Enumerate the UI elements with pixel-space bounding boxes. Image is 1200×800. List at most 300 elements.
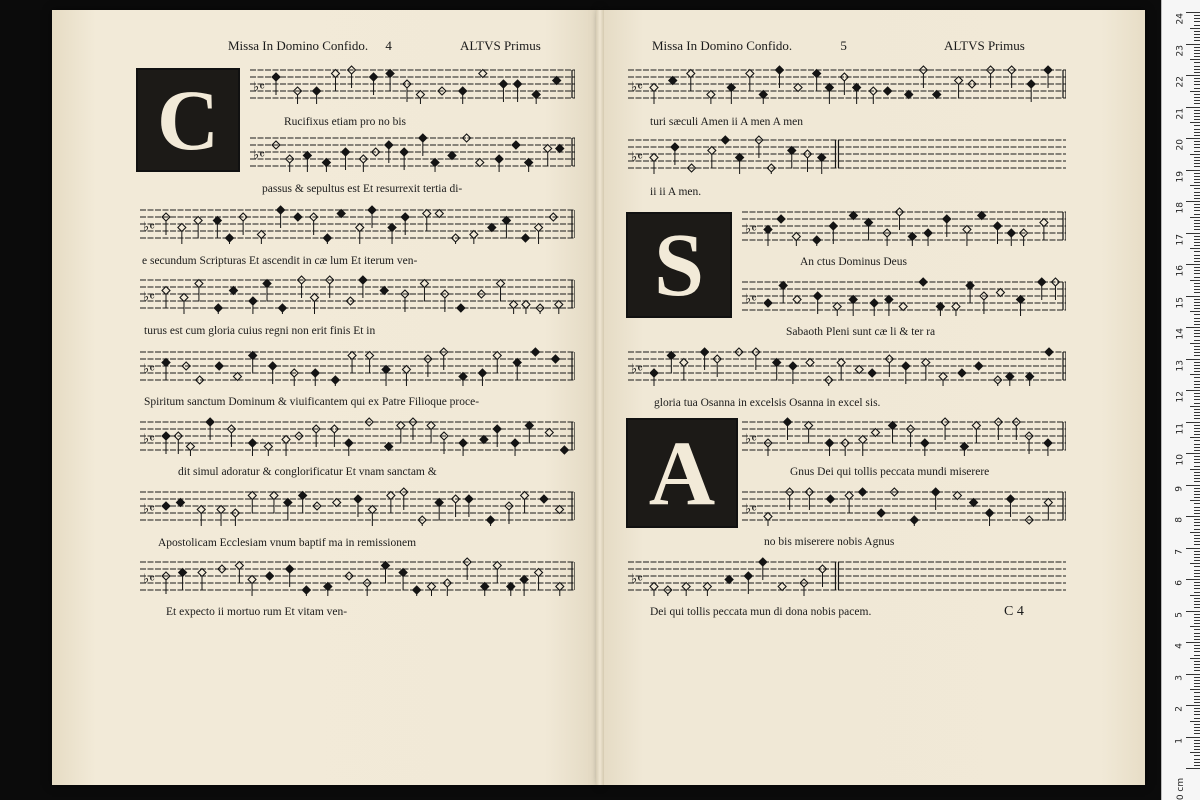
ruler-tick	[1194, 551, 1200, 552]
ruler-tick	[1194, 740, 1200, 741]
ruler-number: 6	[1175, 580, 1185, 586]
ruler-tick	[1194, 251, 1200, 252]
ruler-tick	[1194, 299, 1200, 300]
ruler-tick	[1194, 242, 1200, 243]
ruler-tick	[1186, 516, 1200, 517]
ruler-tick	[1194, 762, 1200, 763]
svg-text:♭𝄴: ♭𝄴	[143, 290, 155, 305]
ruler-number: 23	[1175, 44, 1185, 56]
left-header	[228, 38, 392, 54]
ruler-tick	[1194, 560, 1200, 561]
ruler-tick	[1194, 503, 1200, 504]
ruler-tick	[1194, 88, 1200, 89]
ruler-tick	[1194, 362, 1200, 363]
left-lyric-7: Apostolicam Ecclesiam vnum baptif ma in remissionem	[158, 537, 417, 549]
right-page-number: 5	[840, 38, 847, 53]
ruler-tick	[1194, 620, 1200, 621]
ruler-tick	[1194, 292, 1200, 293]
left-staff-7	[140, 486, 575, 528]
ruler-tick	[1194, 40, 1200, 41]
ruler-tick	[1186, 453, 1200, 454]
ruler-tick	[1194, 25, 1200, 26]
left-staff-3	[140, 204, 575, 246]
ruler-tick	[1194, 151, 1200, 152]
ruler-tick	[1194, 355, 1200, 356]
ruler-tick	[1194, 78, 1200, 79]
ruler-tick	[1186, 642, 1200, 643]
ruler-tick	[1194, 418, 1200, 419]
ruler-tick	[1194, 340, 1200, 341]
ruler-tick	[1194, 50, 1200, 51]
ruler-tick	[1194, 37, 1200, 38]
ruler-tick	[1194, 387, 1200, 388]
right-header	[652, 38, 847, 54]
ruler-tick	[1194, 730, 1200, 731]
ruler-tick	[1194, 15, 1200, 16]
ruler-tick	[1186, 138, 1200, 139]
ruler-number: 8	[1175, 517, 1185, 523]
ruler-tick	[1186, 422, 1200, 423]
ruler-tick	[1194, 724, 1200, 725]
ruler-tick	[1186, 296, 1200, 297]
ruler-tick	[1194, 349, 1200, 350]
ruler-tick	[1194, 273, 1200, 274]
ruler-tick	[1194, 132, 1200, 133]
ruler-tick	[1194, 166, 1200, 167]
ruler-tick	[1194, 623, 1200, 624]
ruler-tick	[1190, 122, 1200, 123]
ruler-tick	[1194, 677, 1200, 678]
ruler-tick	[1194, 321, 1200, 322]
ruler-tick	[1186, 674, 1200, 675]
initial-a-letter: A	[648, 422, 716, 524]
ruler-tick	[1194, 302, 1200, 303]
ruler-tick	[1194, 84, 1200, 85]
svg-text:♭𝄴: ♭𝄴	[253, 148, 265, 163]
ruler-tick	[1194, 352, 1200, 353]
ruler-tick	[1194, 21, 1200, 22]
ruler-tick	[1194, 670, 1200, 671]
ruler-tick	[1194, 592, 1200, 593]
ruler-tick	[1194, 686, 1200, 687]
right-part-name: ALTVS Primus	[944, 38, 1025, 53]
svg-text:♭𝄴: ♭𝄴	[143, 220, 155, 235]
ruler-number: 13	[1175, 359, 1185, 371]
ruler-tick	[1194, 204, 1200, 205]
ruler-tick	[1194, 428, 1200, 429]
ruler-tick	[1194, 604, 1200, 605]
ruler-tick	[1194, 447, 1200, 448]
svg-text:♭𝄴: ♭𝄴	[745, 502, 757, 517]
ruler-number: 3	[1175, 674, 1185, 681]
measurement-ruler	[1161, 0, 1200, 800]
ruler-tick	[1194, 176, 1200, 177]
right-lyric-3: An ctus Dominus Deus	[800, 256, 908, 268]
ruler-tick	[1194, 324, 1200, 325]
ruler-tick	[1194, 147, 1200, 148]
svg-text:♭𝄴: ♭𝄴	[631, 150, 643, 165]
ruler-tick	[1194, 399, 1200, 400]
ruler-tick	[1190, 752, 1200, 753]
ruler-tick	[1194, 365, 1200, 366]
ruler-tick	[1194, 475, 1200, 476]
ruler-tick	[1190, 28, 1200, 29]
ruler-tick	[1194, 195, 1200, 196]
ruler-tick	[1194, 330, 1200, 331]
ruler-tick	[1194, 270, 1200, 271]
ruler-tick	[1194, 47, 1200, 48]
ruler-tick	[1194, 415, 1200, 416]
ruler-tick	[1194, 223, 1200, 224]
ruler-tick	[1194, 113, 1200, 114]
ruler-tick	[1186, 485, 1200, 486]
left-staff-4	[140, 274, 575, 316]
ruler-tick	[1186, 768, 1200, 769]
ruler-tick	[1194, 409, 1200, 410]
ruler-tick	[1194, 381, 1200, 382]
right-staff-7	[742, 486, 1066, 528]
ruler-tick	[1194, 746, 1200, 747]
left-lyric-4: turus est cum gloria cuius regni non erit finis Et in	[144, 325, 376, 337]
ruler-tick	[1194, 53, 1200, 54]
right-staff-8	[628, 556, 1066, 598]
ruler-tick	[1190, 91, 1200, 92]
ruler-tick	[1190, 689, 1200, 690]
ruler-tick	[1190, 280, 1200, 281]
ruler-tick	[1194, 513, 1200, 514]
ruler-tick	[1194, 377, 1200, 378]
ruler-tick	[1194, 412, 1200, 413]
ruler-tick	[1194, 72, 1200, 73]
ruler-tick	[1194, 538, 1200, 539]
ruler-tick	[1190, 437, 1200, 438]
ruler-tick	[1186, 705, 1200, 706]
ruler-tick	[1194, 62, 1200, 63]
ruler-tick	[1194, 519, 1200, 520]
ruler-tick	[1194, 755, 1200, 756]
ruler-tick	[1194, 318, 1200, 319]
ruler-tick	[1194, 714, 1200, 715]
ruler-tick	[1194, 66, 1200, 67]
ruler-tick	[1194, 472, 1200, 473]
ruler-tick	[1186, 12, 1200, 13]
left-staff-2	[250, 132, 575, 174]
ruler-tick	[1194, 667, 1200, 668]
ruler-tick	[1194, 119, 1200, 120]
ruler-tick	[1194, 56, 1200, 57]
ruler-tick	[1186, 579, 1200, 580]
ruler-tick	[1194, 69, 1200, 70]
right-staff-5	[628, 346, 1066, 388]
right-lyric-2: ii ii A men.	[650, 186, 702, 198]
ruler-tick	[1194, 34, 1200, 35]
ruler-tick	[1194, 18, 1200, 19]
ruler-tick	[1186, 107, 1200, 108]
svg-text:♭𝄴: ♭𝄴	[253, 80, 265, 95]
ruler-number: 17	[1175, 233, 1185, 245]
ruler-tick	[1194, 588, 1200, 589]
ruler-number: 9	[1175, 485, 1185, 492]
ruler-tick	[1194, 459, 1200, 460]
ruler-tick	[1194, 570, 1200, 571]
ruler-tick	[1194, 702, 1200, 703]
ruler-tick	[1190, 626, 1200, 627]
ruler-number: 1	[1175, 737, 1185, 744]
ruler-tick	[1194, 129, 1200, 130]
ruler-tick	[1186, 75, 1200, 76]
ruler-tick	[1190, 154, 1200, 155]
ruler-tick	[1194, 450, 1200, 451]
ruler-tick	[1194, 207, 1200, 208]
ruler-tick	[1194, 481, 1200, 482]
ruler-tick	[1194, 198, 1200, 199]
ruler-tick	[1194, 510, 1200, 511]
ruler-tick	[1194, 431, 1200, 432]
svg-text:♭𝄴: ♭𝄴	[745, 432, 757, 447]
ruler-tick	[1194, 651, 1200, 652]
ruler-tick	[1194, 314, 1200, 315]
ruler-tick	[1194, 759, 1200, 760]
ruler-tick	[1194, 711, 1200, 712]
ruler-number: 10	[1175, 454, 1185, 466]
ruler-tick	[1194, 576, 1200, 577]
ruler-tick	[1194, 456, 1200, 457]
ruler-tick	[1194, 664, 1200, 665]
ruler-tick	[1194, 396, 1200, 397]
ruler-tick	[1194, 305, 1200, 306]
ruler-tick	[1186, 737, 1200, 738]
ruler-tick	[1194, 522, 1200, 523]
ruler-tick	[1194, 645, 1200, 646]
left-staff-6	[140, 416, 575, 458]
ruler-tick	[1194, 743, 1200, 744]
ruler-tick	[1194, 629, 1200, 630]
ruler-tick	[1194, 491, 1200, 492]
ruler-tick	[1194, 718, 1200, 719]
ruler-tick	[1194, 699, 1200, 700]
svg-text:♭𝄴: ♭𝄴	[631, 572, 643, 587]
right-staff-2	[628, 134, 1066, 176]
ruler-tick	[1194, 478, 1200, 479]
left-lyric-2: passus & sepultus est Et resurrexit tertia di-	[262, 183, 463, 195]
ruler-tick	[1194, 749, 1200, 750]
ruler-tick	[1194, 727, 1200, 728]
ruler-tick	[1194, 393, 1200, 394]
ruler-tick	[1194, 655, 1200, 656]
ruler-number: 7	[1175, 548, 1185, 555]
ruler-tick	[1190, 658, 1200, 659]
ruler-tick	[1194, 245, 1200, 246]
ruler-tick	[1194, 116, 1200, 117]
ruler-tick	[1190, 59, 1200, 60]
ruler-tick	[1194, 440, 1200, 441]
ruler-tick	[1190, 721, 1200, 722]
ruler-tick	[1190, 374, 1200, 375]
ruler-tick	[1190, 563, 1200, 564]
right-staff-6	[742, 416, 1066, 458]
ruler-tick	[1194, 444, 1200, 445]
ruler-tick	[1194, 97, 1200, 98]
ruler-tick	[1194, 607, 1200, 608]
ruler-tick	[1194, 333, 1200, 334]
ruler-number: 20	[1175, 139, 1185, 151]
ruler-tick	[1186, 390, 1200, 391]
ruler-tick	[1194, 507, 1200, 508]
svg-text:♭𝄴: ♭𝄴	[143, 502, 155, 517]
left-lyric-1: Rucifixus etiam pro no bis	[284, 116, 407, 128]
ruler-tick	[1194, 525, 1200, 526]
ruler-number: 15	[1175, 296, 1185, 308]
ruler-number: 19	[1175, 170, 1185, 182]
ruler-tick	[1194, 157, 1200, 158]
initial-s-letter: S	[653, 215, 705, 315]
ruler-number: 21	[1175, 107, 1185, 119]
ruler-tick	[1194, 680, 1200, 681]
ruler-tick	[1194, 403, 1200, 404]
ruler-tick	[1194, 236, 1200, 237]
ruler-tick	[1194, 557, 1200, 558]
right-lyric-7: no bis miserere nobis Agnus	[764, 536, 895, 548]
ruler-tick	[1194, 614, 1200, 615]
ruler-tick	[1194, 582, 1200, 583]
ruler-tick	[1194, 214, 1200, 215]
ruler-tick	[1194, 368, 1200, 369]
right-lyric-4: Sabaoth Pleni sunt cæ li & ter ra	[786, 326, 936, 338]
ruler-tick	[1194, 182, 1200, 183]
ruler-tick	[1194, 425, 1200, 426]
ruler-tick	[1186, 170, 1200, 171]
ruler-tick	[1194, 144, 1200, 145]
signature-mark: C 4	[1004, 604, 1024, 619]
ruler-tick	[1194, 220, 1200, 221]
ruler-tick	[1194, 277, 1200, 278]
ruler-tick	[1194, 765, 1200, 766]
ruler-tick	[1194, 308, 1200, 309]
ruler-tick	[1194, 31, 1200, 32]
ruler-tick	[1194, 289, 1200, 290]
left-lyric-3: e secundum Scripturas Et ascendit in cæ lum Et iterum ven-	[142, 255, 418, 267]
ruler-tick	[1186, 611, 1200, 612]
ruler-tick	[1194, 494, 1200, 495]
ruler-tick	[1194, 497, 1200, 498]
ruler-tick	[1194, 692, 1200, 693]
right-lyric-5: gloria tua Osanna in excelsis Osanna in excel sis.	[654, 397, 881, 409]
left-staff-1	[250, 64, 575, 106]
ruler-tick	[1194, 573, 1200, 574]
ruler-tick	[1194, 192, 1200, 193]
left-staff-8	[140, 556, 575, 598]
ruler-tick	[1194, 267, 1200, 268]
svg-text:♭𝄴: ♭𝄴	[143, 362, 155, 377]
right-staff-1	[628, 64, 1066, 106]
left-page-number: 4	[385, 38, 392, 53]
ruler-tick	[1194, 110, 1200, 111]
ruler-tick	[1194, 617, 1200, 618]
ruler-tick	[1194, 255, 1200, 256]
book-gutter	[596, 10, 604, 785]
left-lyric-8: Et expecto ii mortuo rum Et vitam ven-	[166, 606, 348, 618]
ruler-tick	[1194, 141, 1200, 142]
ruler-tick	[1194, 261, 1200, 262]
ruler-tick	[1186, 548, 1200, 549]
left-lyric-5: Spiritum sanctum Dominum & viuificantem qui ex Patre Filioque proce-	[144, 396, 480, 408]
ruler-tick	[1190, 595, 1200, 596]
decorated-initial-c	[136, 68, 240, 172]
ruler-number: 4	[1175, 643, 1185, 649]
left-header-title: Missa In Domino Confido.	[228, 38, 369, 53]
ruler-tick	[1190, 248, 1200, 249]
ruler-number: 11	[1175, 422, 1185, 434]
left-part-name: ALTVS Primus	[460, 38, 541, 53]
ruler-tick	[1194, 708, 1200, 709]
ruler-tick	[1190, 343, 1200, 344]
ruler-tick	[1194, 226, 1200, 227]
ruler-tick	[1194, 434, 1200, 435]
ruler-tick	[1194, 554, 1200, 555]
ruler-tick	[1194, 135, 1200, 136]
ruler-tick	[1194, 544, 1200, 545]
ruler-tick	[1190, 185, 1200, 186]
right-staff-4	[742, 276, 1066, 318]
right-lyric-1: turi sæculi Amen ii A men A men	[650, 116, 804, 128]
ruler-tick	[1194, 462, 1200, 463]
svg-text:♭𝄴: ♭𝄴	[631, 362, 643, 377]
svg-text:♭𝄴: ♭𝄴	[745, 292, 757, 307]
ruler-tick	[1186, 359, 1200, 360]
ruler-tick	[1194, 636, 1200, 637]
svg-text:♭𝄴: ♭𝄴	[143, 432, 155, 447]
ruler-number: 2	[1175, 706, 1185, 712]
ruler-tick	[1194, 173, 1200, 174]
ruler-number: 22	[1175, 76, 1185, 88]
ruler-tick	[1186, 327, 1200, 328]
left-staff-5	[140, 346, 575, 388]
right-staff-3	[742, 206, 1066, 248]
ruler-tick	[1194, 258, 1200, 259]
ruler-tick	[1194, 639, 1200, 640]
ruler-number: 16	[1175, 265, 1185, 277]
ruler-tick	[1190, 217, 1200, 218]
ruler-tick	[1186, 233, 1200, 234]
ruler-tick	[1194, 239, 1200, 240]
ruler-tick	[1186, 264, 1200, 265]
ruler-tick	[1190, 311, 1200, 312]
ruler-unit-label: 0 cm	[1175, 777, 1186, 800]
ruler-tick	[1194, 371, 1200, 372]
initial-c-letter: C	[156, 72, 220, 168]
ruler-tick	[1194, 733, 1200, 734]
ruler-tick	[1194, 683, 1200, 684]
ruler-tick	[1194, 598, 1200, 599]
ruler-tick	[1190, 469, 1200, 470]
ruler-tick	[1194, 188, 1200, 189]
svg-text:♭𝄴: ♭𝄴	[143, 572, 155, 587]
ruler-tick	[1186, 201, 1200, 202]
ruler-tick	[1194, 661, 1200, 662]
ruler-tick	[1194, 210, 1200, 211]
ruler-tick	[1194, 229, 1200, 230]
ruler-tick	[1194, 541, 1200, 542]
ruler-tick	[1190, 532, 1200, 533]
ruler-tick	[1194, 529, 1200, 530]
ruler-tick	[1186, 44, 1200, 45]
ruler-tick	[1194, 535, 1200, 536]
ruler-tick	[1194, 125, 1200, 126]
ruler-tick	[1190, 406, 1200, 407]
ruler-tick	[1194, 648, 1200, 649]
ruler-tick	[1190, 500, 1200, 501]
ruler-tick	[1194, 566, 1200, 567]
